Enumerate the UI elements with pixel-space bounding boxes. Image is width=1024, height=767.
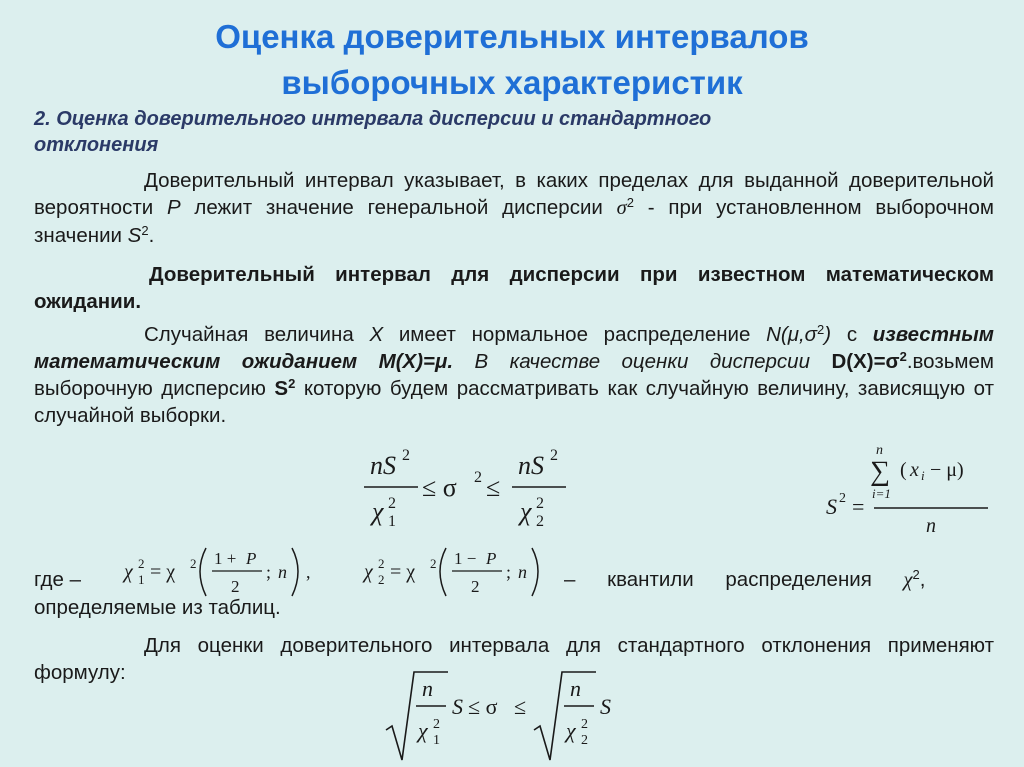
- section-subtitle: [34, 106, 994, 158]
- svg-text:=: =: [852, 494, 865, 519]
- where-label: где –: [34, 568, 82, 591]
- svg-text:2: 2: [378, 556, 385, 571]
- subtitle-line-2: отклонения: [34, 134, 159, 156]
- svg-text:1: 1: [138, 572, 145, 587]
- svg-text:χ: χ: [566, 718, 576, 743]
- svg-text:P: P: [246, 549, 257, 568]
- subtitle-line-1: 2. Оценка доверительного интервала дисперсии и стандартного: [34, 108, 712, 130]
- chi1-quantile-formula: [122, 540, 322, 602]
- variance-interval-formula: [360, 440, 590, 530]
- svg-text:2: 2: [402, 447, 410, 464]
- paragraph-std-dev: Для оценки доверительного интервала для стандартного отклонения применяют формулу:: [34, 634, 994, 684]
- svg-text:n: n: [876, 443, 883, 458]
- svg-text:2: 2: [839, 491, 846, 506]
- svg-text:2: 2: [550, 447, 558, 464]
- svg-text:,: ,: [306, 562, 311, 582]
- svg-text:≤: ≤: [514, 694, 527, 719]
- svg-text:P: P: [486, 549, 497, 568]
- svg-text:nS: nS: [518, 451, 544, 480]
- svg-text:χ: χ: [124, 561, 133, 583]
- svg-text:2: 2: [536, 513, 544, 530]
- svg-text:1: 1: [388, 513, 396, 530]
- title-line-2: выборочных характеристик: [281, 64, 743, 101]
- svg-text:χ: χ: [372, 497, 384, 526]
- svg-text:1 +: 1 +: [214, 549, 237, 568]
- svg-text:≤ σ: ≤ σ: [422, 473, 457, 502]
- heading-known-mean: Доверительный интервал для дисперсии при известном математическом ожидании.: [34, 263, 994, 313]
- slide-title: [0, 14, 1024, 106]
- svg-text:2: 2: [471, 577, 480, 596]
- svg-text:;: ;: [266, 562, 272, 582]
- svg-text:2: 2: [231, 577, 240, 596]
- svg-text:nS: nS: [370, 451, 396, 480]
- svg-text:n: n: [518, 562, 527, 582]
- svg-text:n: n: [570, 676, 581, 701]
- svg-text:2: 2: [388, 495, 396, 512]
- svg-text:= χ: = χ: [150, 561, 176, 583]
- svg-text:(: (: [900, 459, 907, 481]
- svg-text:2: 2: [581, 733, 588, 748]
- svg-text:2: 2: [378, 572, 385, 587]
- svg-text:2: 2: [433, 717, 440, 732]
- svg-text:χ: χ: [418, 718, 428, 743]
- svg-text:S: S: [600, 694, 611, 719]
- svg-text:− μ): − μ): [930, 459, 964, 481]
- svg-text:1 −: 1 −: [454, 549, 477, 568]
- svg-text:χ: χ: [364, 561, 373, 583]
- svg-text:1: 1: [433, 733, 440, 748]
- std-dev-interval-formula: [384, 668, 624, 764]
- svg-text:S: S: [826, 494, 837, 519]
- svg-text:≤: ≤: [486, 473, 501, 502]
- sample-variance-formula: [822, 440, 1002, 535]
- paragraph-random-variable: Случайная величина X имеет нормальное распределение $N(\mu,\sigma^2)$ с известным математическим ожиданием M(X)=μ. В качестве оценки дисперсии $D(X)=\sigma^2.возьмем$ выборочную дисперсию $S^2$ которую будем рассматривать как случайную величину, зависящую от случайной выборки.: [34, 322, 995, 427]
- quantiles-text: – квантили распределения $\chi^2$,: [564, 567, 926, 591]
- svg-text:≤ σ: ≤ σ: [468, 694, 498, 719]
- svg-text:i: i: [921, 468, 925, 483]
- svg-text:n: n: [278, 562, 287, 582]
- quantiles-text-line2: определяемые из таблиц.: [34, 596, 281, 619]
- svg-text:2: 2: [190, 556, 197, 571]
- title-line-1: Оценка доверительных интервалов: [215, 18, 809, 55]
- svg-text:χ: χ: [520, 497, 532, 526]
- svg-text:S: S: [452, 694, 463, 719]
- svg-text:2: 2: [536, 495, 544, 512]
- svg-text:2: 2: [581, 717, 588, 732]
- svg-text:i=1: i=1: [872, 486, 891, 501]
- svg-text:2: 2: [138, 556, 145, 571]
- svg-text:x: x: [910, 459, 919, 481]
- svg-text:= χ: = χ: [390, 561, 416, 583]
- svg-text:2: 2: [474, 469, 482, 486]
- svg-text:n: n: [926, 515, 936, 535]
- svg-text:∑: ∑: [870, 456, 890, 487]
- svg-text:2: 2: [430, 556, 437, 571]
- svg-text:n: n: [422, 676, 433, 701]
- chi2-quantile-formula: [362, 540, 552, 602]
- paragraph-definition: Доверительный интервал указывает, в каких пределах для выданной доверительной вероятности P лежит значение генеральной дисперсии $\sigma^2$ - при установленном выборочном значении $S^2$.: [34, 169, 994, 247]
- svg-text:;: ;: [506, 562, 512, 582]
